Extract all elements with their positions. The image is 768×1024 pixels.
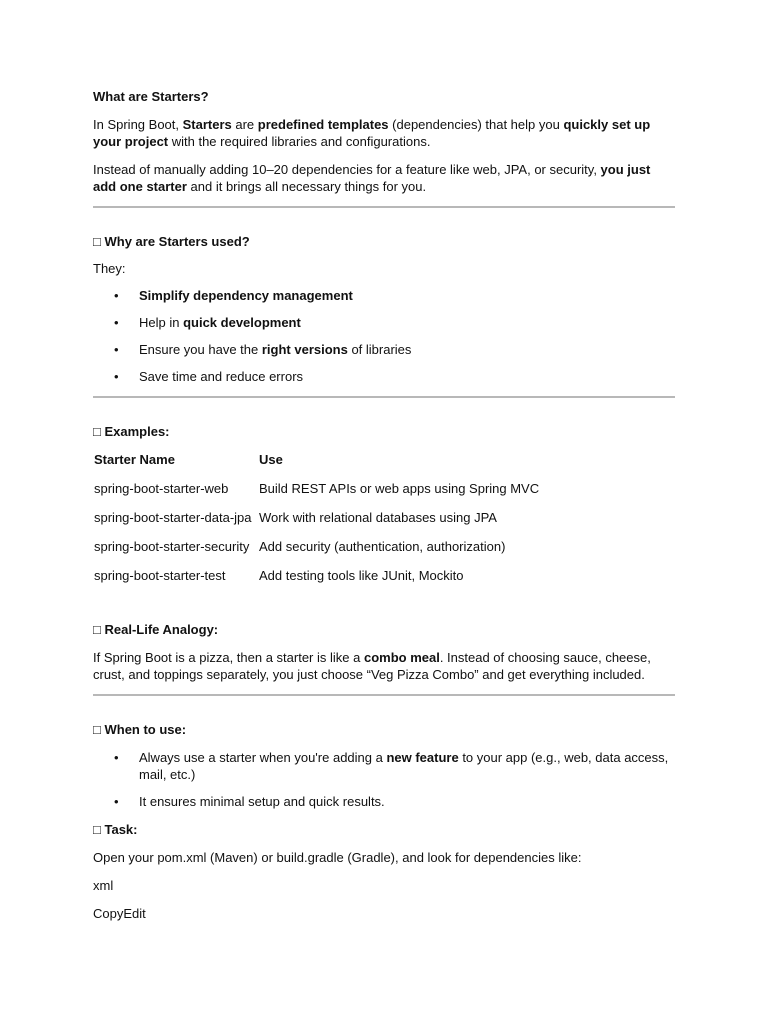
paragraph-instead-of-manually	[93, 161, 675, 195]
horizontal-rule	[93, 694, 675, 696]
list-item	[93, 341, 675, 358]
section-heading-examples	[93, 423, 675, 440]
list-item	[93, 287, 675, 304]
section-heading-analogy	[93, 621, 675, 638]
heading-text: Examples:	[104, 424, 170, 439]
text: Always use a starter when you're adding a	[139, 750, 387, 765]
text: (dependencies) that help you	[388, 117, 564, 132]
text: Instead of manually adding 10–20 dependencies for a feature like web, JPA, or security,	[93, 162, 601, 177]
paragraph-starters-definition	[93, 116, 675, 150]
table-cell: Work with relational databases using JPA	[259, 510, 497, 525]
section-heading-task	[93, 821, 675, 838]
box-icon: □	[93, 234, 101, 249]
heading-text: Why are Starters used?	[104, 234, 250, 249]
text: If Spring Boot is a pizza, then a starter is like a	[93, 650, 364, 665]
code-language-label: xml	[93, 878, 114, 893]
text: In Spring Boot,	[93, 117, 183, 132]
list-item	[93, 749, 675, 783]
document-page	[93, 88, 675, 922]
list-item	[93, 793, 675, 810]
table-row	[93, 526, 541, 555]
text: Ensure you have the	[139, 342, 262, 357]
box-icon: □	[93, 822, 101, 837]
table-header-row	[93, 451, 541, 468]
heading-text: Task:	[104, 822, 138, 837]
text: are	[231, 117, 258, 132]
bold-text: combo meal	[363, 650, 440, 665]
paragraph-analogy	[93, 649, 675, 683]
bullet-list-benefits	[93, 287, 675, 385]
bold-text: predefined templates	[257, 117, 389, 132]
heading-text: When to use:	[104, 722, 187, 737]
bullet-list-when-to-use	[93, 749, 675, 810]
text: to your app (e.g., web, data access, mail, etc.)	[139, 750, 669, 782]
text: Help in	[139, 315, 184, 330]
table-cell: Add security (authentication, authorization)	[259, 539, 506, 554]
section-heading-why-used	[93, 233, 675, 250]
bold-text: you just add one starter	[93, 162, 651, 194]
horizontal-rule	[93, 396, 675, 398]
table-cell: spring-boot-starter-test	[94, 568, 226, 583]
copy-edit-button[interactable]: CopyEdit	[93, 906, 146, 921]
table-row	[93, 497, 541, 526]
column-header-use: Use	[259, 452, 283, 467]
bold-text: quick development	[183, 315, 301, 330]
table-row	[93, 468, 541, 497]
text: with the required libraries and configurations.	[168, 134, 431, 149]
text: It ensures minimal setup and quick results.	[139, 794, 385, 809]
table-cell: spring-boot-starter-web	[94, 481, 229, 496]
table-row	[93, 555, 541, 584]
section-heading-what-are-starters: What are Starters?	[93, 89, 209, 104]
paragraph-they: They:	[93, 261, 126, 276]
bold-text: right versions	[261, 342, 348, 357]
table-cell: spring-boot-starter-data-jpa	[94, 510, 252, 525]
text: of libraries	[347, 342, 412, 357]
paragraph-task: Open your pom.xml (Maven) or build.gradle (Gradle), and look for dependencies like:	[93, 850, 582, 865]
text: Save time and reduce errors	[139, 369, 304, 384]
box-icon: □	[93, 622, 101, 637]
box-icon: □	[93, 722, 101, 737]
bold-text: Simplify dependency management	[139, 288, 353, 303]
heading-text: Real-Life Analogy:	[104, 622, 219, 637]
list-item	[93, 368, 675, 385]
text: and it brings all necessary things for you.	[186, 179, 427, 194]
examples-table	[93, 451, 541, 584]
bold-text: quickly set up your project	[93, 117, 651, 149]
horizontal-rule	[93, 206, 675, 208]
box-icon: □	[93, 424, 101, 439]
list-item	[93, 314, 675, 331]
bold-text: new feature	[386, 750, 459, 765]
column-header-starter-name: Starter Name	[94, 452, 175, 467]
table-cell: Add testing tools like JUnit, Mockito	[259, 568, 464, 583]
text: . Instead of choosing sauce, cheese, crust, and toppings separately, you just choose “Veg Pizza Combo” and get everything included.	[93, 650, 651, 682]
section-heading-when-to-use	[93, 721, 675, 738]
table-cell: Build REST APIs or web apps using Spring MVC	[259, 481, 540, 496]
table-cell: spring-boot-starter-security	[94, 539, 250, 554]
bold-text: Starters	[182, 117, 232, 132]
